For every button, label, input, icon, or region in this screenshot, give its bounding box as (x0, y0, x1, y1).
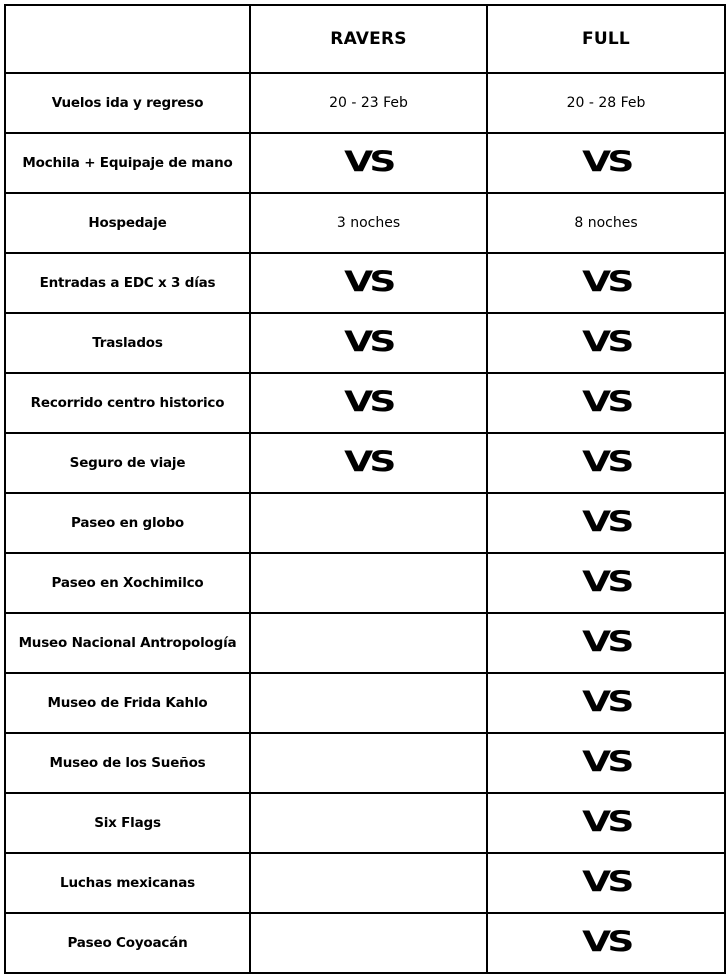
table-row (5, 133, 725, 193)
row-full-cell (487, 433, 725, 493)
vs-mark: VS (344, 445, 393, 480)
row-ravers-cell: 20 - 23 Feb (250, 73, 487, 133)
row-feature-label: Museo de Frida Kahlo (5, 673, 250, 733)
table-row (5, 493, 725, 553)
table-row (5, 313, 725, 373)
table-row (5, 913, 725, 973)
row-ravers-cell (250, 253, 487, 313)
row-ravers-cell (250, 853, 487, 913)
vs-mark: VS (581, 565, 631, 600)
vs-mark: VS (581, 805, 631, 840)
row-ravers-cell (250, 493, 487, 553)
vs-mark: VS (581, 325, 631, 360)
row-feature-label: Entradas a EDC x 3 días (5, 253, 250, 313)
row-full-cell (487, 493, 725, 553)
vs-mark: VS (581, 685, 631, 720)
row-full-cell (487, 733, 725, 793)
row-ravers-cell (250, 913, 487, 973)
row-feature-label: Traslados (5, 313, 250, 373)
row-full-cell: 8 noches (487, 193, 725, 253)
vs-mark: VS (344, 265, 393, 300)
row-ravers-cell (250, 133, 487, 193)
table-row (5, 673, 725, 733)
row-full-cell (487, 373, 725, 433)
row-feature-label: Recorrido centro historico (5, 373, 250, 433)
header-ravers: RAVERS (250, 5, 487, 73)
row-feature-label: Paseo en Xochimilco (5, 553, 250, 613)
vs-mark: VS (344, 145, 393, 180)
row-ravers-cell (250, 733, 487, 793)
header-row (5, 5, 725, 73)
package-comparison-table (4, 4, 726, 974)
row-feature-label: Luchas mexicanas (5, 853, 250, 913)
row-feature-label: Paseo Coyoacán (5, 913, 250, 973)
vs-mark: VS (344, 385, 393, 420)
row-full-cell (487, 313, 725, 373)
table-row (5, 853, 725, 913)
row-feature-label: Vuelos ida y regreso (5, 73, 250, 133)
row-full-cell (487, 913, 725, 973)
table-row (5, 73, 725, 133)
vs-mark: VS (581, 145, 631, 180)
row-ravers-cell (250, 313, 487, 373)
table-row (5, 553, 725, 613)
row-feature-label: Hospedaje (5, 193, 250, 253)
row-feature-label: Mochila + Equipaje de mano (5, 133, 250, 193)
vs-mark: VS (581, 385, 631, 420)
vs-mark: VS (581, 745, 631, 780)
vs-mark: VS (581, 865, 631, 900)
row-ravers-cell (250, 793, 487, 853)
vs-mark: VS (581, 505, 631, 540)
row-full-cell (487, 553, 725, 613)
row-feature-label: Museo de los Sueños (5, 733, 250, 793)
table-row (5, 373, 725, 433)
vs-mark: VS (344, 325, 393, 360)
table-row (5, 253, 725, 313)
row-ravers-cell: 3 noches (250, 193, 487, 253)
row-feature-label: Paseo en globo (5, 493, 250, 553)
row-full-cell (487, 673, 725, 733)
row-feature-label: Six Flags (5, 793, 250, 853)
table-row (5, 193, 725, 253)
header-full: FULL (487, 5, 725, 73)
row-full-cell (487, 793, 725, 853)
row-full-cell (487, 613, 725, 673)
row-full-cell: 20 - 28 Feb (487, 73, 725, 133)
vs-mark: VS (581, 265, 631, 300)
row-ravers-cell (250, 433, 487, 493)
row-ravers-cell (250, 613, 487, 673)
row-full-cell (487, 853, 725, 913)
table-row (5, 793, 725, 853)
row-ravers-cell (250, 373, 487, 433)
row-full-cell (487, 253, 725, 313)
row-ravers-cell (250, 553, 487, 613)
vs-mark: VS (581, 625, 631, 660)
header-feature-cell (5, 5, 250, 73)
table-row (5, 433, 725, 493)
vs-mark: VS (581, 925, 631, 960)
row-feature-label: Seguro de viaje (5, 433, 250, 493)
table-row (5, 613, 725, 673)
row-feature-label: Museo Nacional Antropología (5, 613, 250, 673)
vs-mark: VS (581, 445, 631, 480)
row-full-cell (487, 133, 725, 193)
row-ravers-cell (250, 673, 487, 733)
table-body (5, 73, 725, 973)
table-row (5, 733, 725, 793)
